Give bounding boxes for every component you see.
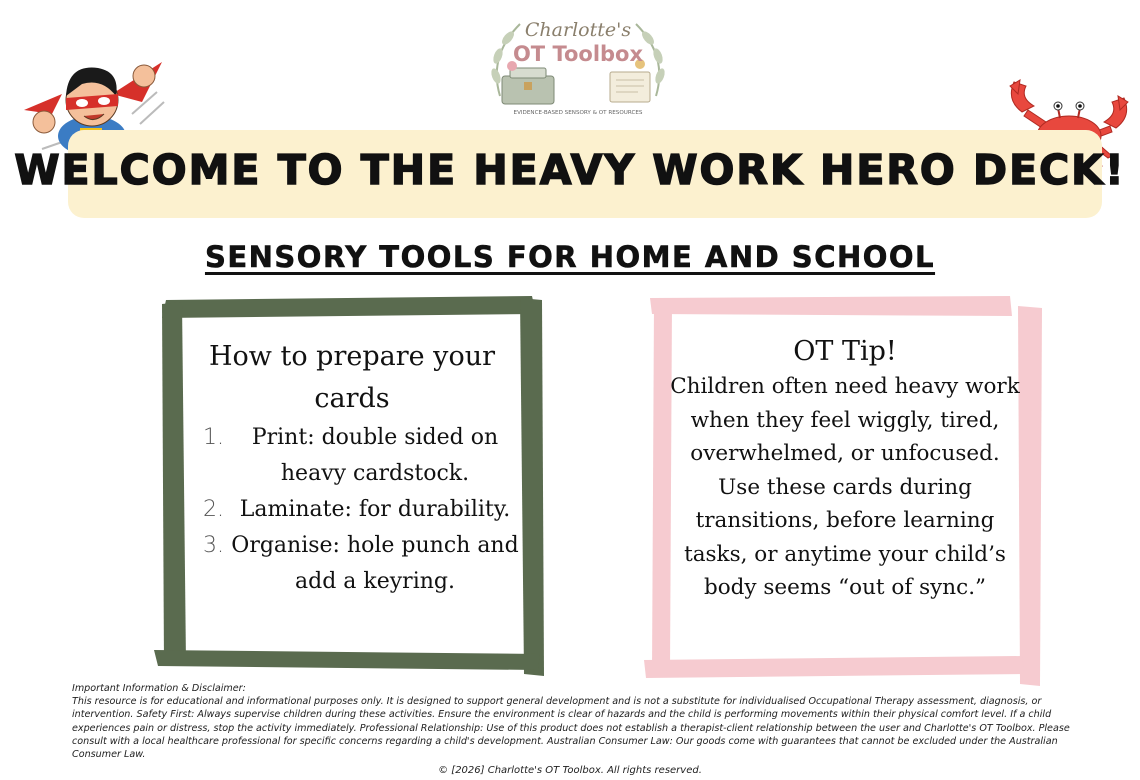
disclaimer-heading: Important Information & Disclaimer: bbox=[72, 683, 246, 694]
disclaimer bbox=[72, 682, 1102, 761]
page-title: WELCOME TO THE HEAVY WORK HERO DECK! bbox=[14, 146, 1126, 194]
ot-tip-text: Children often need heavy work when they feel wiggly, tired, overwhelmed, or unfocused. Use these cards during transitions, before learning tasks, or anytime your child’s body seems “out of sync.” bbox=[670, 374, 1020, 600]
ot-tip-title: OT Tip! bbox=[793, 336, 897, 367]
disclaimer-body: This resource is for educational and informational purposes only. It is designed to support general development and is not a substitute for individualised Occupational Therapy assessment, diagnosis, or intervention. Safety First: Always supervise children during these activities. Ensure the environment is clear of hazards and the child is performing movements within their physical comfort level. If a child experiences pain or distress, stop the activity immediately. Professional Relationship: Use of this product does not establish a therapist-client relationship between the user and Charlotte's OT Toolbox. Please consult with a local healthcare professional for specific concerns regarding a child's development. Australian Consumer Law: Our goods come with guarantees that cannot be excluded under the Australian Consumer Law. bbox=[72, 696, 1070, 761]
step-number: 3. bbox=[203, 533, 224, 558]
subtitle-text: SENSORY TOOLS FOR HOME AND SCHOOL bbox=[204, 240, 936, 274]
logo-tagline: EVIDENCE-BASED SENSORY & OT RESOURCES bbox=[513, 110, 643, 116]
step-text: Organise: hole punch and add a keyring. bbox=[231, 533, 519, 594]
logo-line1: Charlotte's bbox=[524, 19, 632, 41]
list-item bbox=[184, 528, 520, 600]
list-item bbox=[184, 420, 520, 492]
copyright: © [2026] Charlotte's OT Toolbox. All rights reserved. bbox=[438, 765, 702, 776]
brand-logo bbox=[480, 6, 676, 120]
prepare-cards-title: How to prepare your cards bbox=[208, 341, 495, 414]
list-item bbox=[184, 492, 520, 528]
step-number: 2. bbox=[203, 497, 224, 522]
prepare-cards-section bbox=[184, 336, 520, 600]
prepare-steps-list bbox=[184, 420, 520, 600]
step-text: Print: double sided on heavy cardstock. bbox=[251, 425, 499, 486]
page-subtitle bbox=[0, 240, 1140, 274]
ot-tip-section bbox=[670, 334, 1020, 605]
logo-line2: OT Toolbox bbox=[512, 42, 644, 66]
step-text: Laminate: for durability. bbox=[239, 497, 511, 522]
step-number: 1. bbox=[203, 425, 224, 450]
